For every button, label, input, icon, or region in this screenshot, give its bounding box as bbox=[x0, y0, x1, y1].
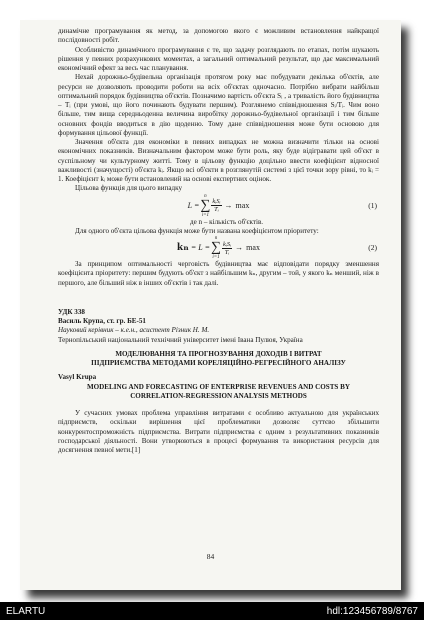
sum-top: n bbox=[204, 193, 207, 199]
formula-1 bbox=[58, 194, 379, 218]
numerator: kᵢSᵢ bbox=[212, 198, 221, 205]
footer-source: ELARTU bbox=[6, 605, 46, 617]
document-page bbox=[20, 20, 401, 590]
footer-handle: hdl:123456789/8767 bbox=[326, 605, 418, 617]
formula-target: max bbox=[235, 200, 250, 210]
article-title-ua-2: ПІДПРИЄМСТВА МЕТОДАМИ КОРЕЛЯЦІЙНО-РЕГРЕСІЙНОГО АНАЛІЗУ bbox=[91, 359, 346, 367]
fraction bbox=[211, 198, 221, 213]
formula-2 bbox=[58, 236, 379, 260]
sum-bottom: i=1 bbox=[212, 255, 220, 260]
sum-limits bbox=[199, 194, 211, 218]
arrow-right-icon: → bbox=[224, 200, 233, 210]
article-title-en-2: CORRELATION-REGRESSION ANALYSIS METHODS bbox=[130, 391, 307, 400]
advisor-line: Науковий керівник – к.е.н., асистент Різник Н. М. bbox=[58, 326, 210, 335]
sum-limits bbox=[210, 236, 222, 260]
paragraph: Значення об'єкта для економіки в певних випадках не можна визначити тільки на основі економічних показників. Визначальним фактором може бути роль, яку буде відігравати цей об'єкт в суспільному чи культурному житті. Тому в цільову функцію доцільно ввести коефіцієнт відносної важливості (значущості) об'єкта kᵢ. Якщо всі об'єкти в розглянутій системі з цієї точки зору рівні, то kᵢ = 1. Коефіцієнт kᵢ може бути встановлений на основі експертних оцінок. bbox=[58, 138, 379, 183]
arrow-right-icon: → bbox=[235, 243, 244, 253]
denominator: Tᵢ bbox=[224, 248, 230, 256]
paragraph: Цільова функція для цього випадку bbox=[75, 184, 183, 193]
sigma-symbol: ∑ bbox=[200, 197, 211, 213]
formula-lhs: L = bbox=[187, 200, 200, 210]
author-line: Василь Крупа, ст. гр. БЕ-51 bbox=[58, 317, 146, 325]
page-number: 84 bbox=[206, 552, 215, 561]
paragraph: За принципом оптимальності черговість будівництва має відповідати порядку зменшення коефіцієнта пріоритету: першим будують об'єкт з найбільшим kₙ, другим – той, у якого kₙ менший, ніж в першого, але більший ніж в інших об'єктів і так далі. bbox=[58, 260, 379, 287]
paragraph: Нехай дорожньо-будівельна організація протягом року має побудувати декілька об'єктів, але ресурси не дозволяють проводити роботи на всіх об'єктах одночасно. Потрібно вибрати найбільш оптимальний порядок будівництва об'єктів. Позначимо вартість об'єкта Sᵢ , а тривалість його будівництва – Tᵢ (при умові, що його починають будувати першим). Розглянемо співвідношення Sᵢ/Tᵢ. Чим воно більше, тим вища середньоденна величина виробітку дорожньо-будівельної організації і тим більше основних фондів вводиться в дію щоденно. Тому дане співвідношення може бути основою для формування цільової функції. bbox=[58, 73, 379, 137]
equation-number: (2) bbox=[368, 243, 377, 253]
numerator: kᵢSᵢ bbox=[222, 240, 232, 248]
sum-top: n bbox=[214, 236, 218, 241]
affiliation-line: Тернопільський національний технічний університет імені Івана Пулюя, Україна bbox=[58, 335, 303, 344]
formula-k: kₙ bbox=[177, 241, 189, 254]
denominator: Tᵢ bbox=[214, 206, 219, 213]
sigma-symbol: ∑ bbox=[210, 240, 221, 255]
article-title-ua: МОДЕЛЮВАННЯ ТА ПРОГНОЗУВАННЯ ДОХОДІВ І ВИТРАТ bbox=[115, 349, 322, 358]
paragraph: динамічне програмування як метод, за допомогою якого є можливим встановлення найкращої послідовності робіт. bbox=[58, 27, 379, 45]
paragraph: У сучасних умовах проблема управління витратами є особливо актуальною для українських підприємств, оскільки вирішення цієї проблематики дозволяє суттєво збільшити конкурентоспроможність підприємства. Витрати підприємства є одним з результативних показників господарської діяльності. Вони утворюються в процесі формування та використання ресурсів для досягнення певної мети.[1] bbox=[58, 409, 379, 454]
where-line: де n – кількість об'єктів. bbox=[190, 217, 264, 226]
author-en: Vasyl Krupa bbox=[58, 373, 97, 382]
fraction bbox=[222, 241, 232, 256]
formula-lhs: = L = bbox=[190, 243, 210, 253]
equation-number: (1) bbox=[368, 200, 377, 210]
article-title-en: MODELING AND FORECASTING OF ENTERPRISE REVENUES AND COSTS BY bbox=[86, 382, 351, 391]
footer-bar bbox=[0, 602, 424, 620]
udk-code: УДК 338 bbox=[58, 307, 85, 316]
paragraph: Особливістю динамічного програмування є те, що задачу розглядають по етапах, потім шукають рішення у певних розрахункових моментах, а загальний оптимальний результат, що дає максимальний економічний ефект за весь час планування. bbox=[58, 45, 379, 72]
paragraph: Для одного об'єкта цільова функція може бути названа коефіцієнтом пріоритету: bbox=[75, 226, 319, 235]
formula-target: max bbox=[246, 243, 260, 253]
sum-bottom: i=1 bbox=[201, 212, 209, 218]
